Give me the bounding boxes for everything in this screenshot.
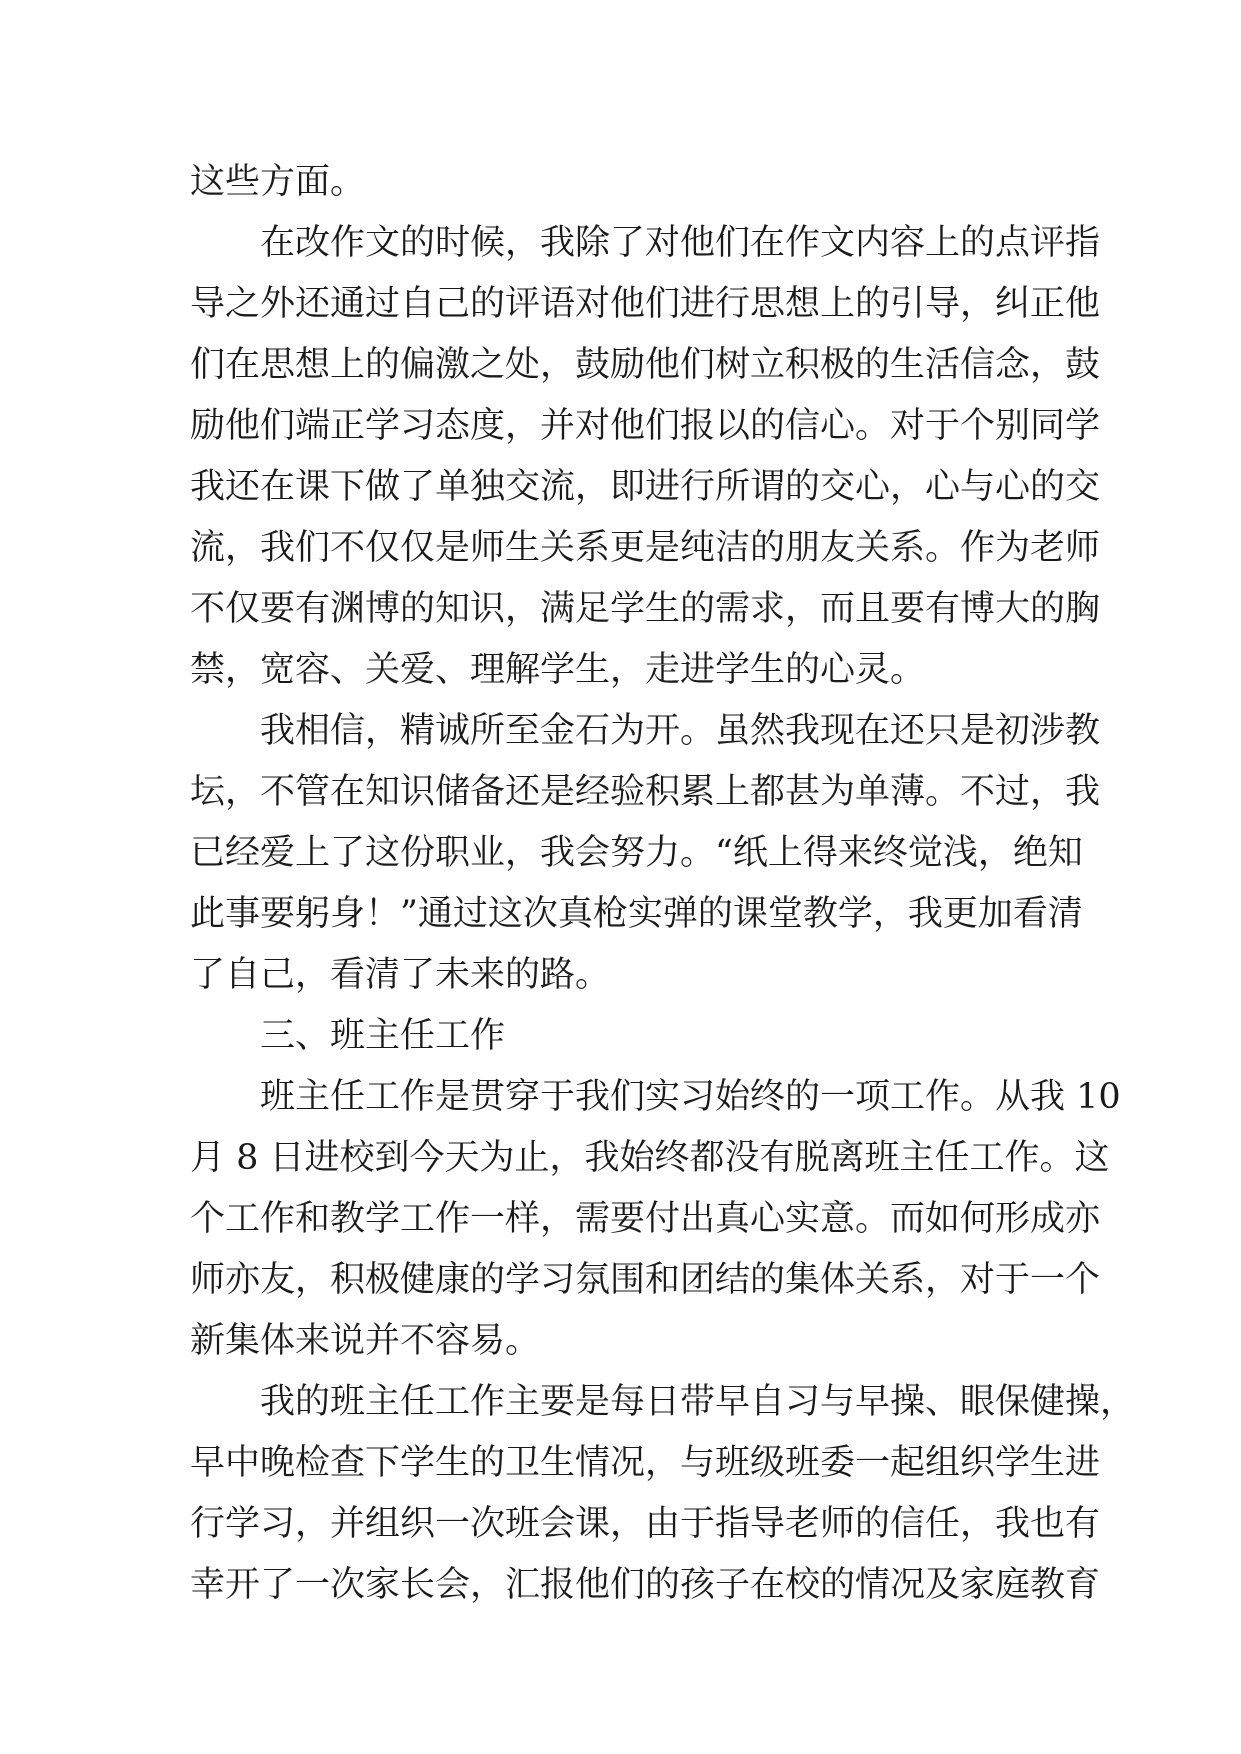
text-line: 励他们端正学习态度，并对他们报以的信心。对于个别同学 — [190, 406, 1101, 446]
text-line: 导之外还通过自己的评语对他们进行思想上的引导，纠正他 — [190, 284, 1101, 324]
text-line: 此事要躬身！”通过这次真枪实弹的课堂教学，我更加看清 — [190, 894, 1083, 934]
text-line: 三、班主任工作 — [260, 1016, 506, 1056]
text-line: 在改作文的时候，我除了对他们在作文内容上的点评指 — [260, 223, 1101, 263]
text-line: 不仅要有渊博的知识，满足学生的需求，而且要有博大的胸 — [190, 589, 1101, 629]
body-text — [190, 152, 1136, 1616]
text-line: 月 8 日进校到今天为止，我始终都没有脱离班主任工作。这 — [190, 1138, 1110, 1178]
text-line: 个工作和教学工作一样，需要付出真心实意。而如何形成亦 — [190, 1199, 1101, 1239]
text-line: 行学习，并组织一次班会课，由于指导老师的信任，我也有 — [190, 1504, 1101, 1544]
text-line: 我相信，精诚所至金石为开。虽然我现在还只是初涉教 — [260, 711, 1101, 751]
text-line: 幸开了一次家长会，汇报他们的孩子在校的情况及家庭教育 — [190, 1565, 1101, 1605]
text-line: 师亦友，积极健康的学习氛围和团结的集体关系，对于一个 — [190, 1260, 1101, 1300]
text-line: 我的班主任工作主要是每日带早自习与早操、眼保健操， — [260, 1382, 1136, 1422]
text-line: 我还在课下做了单独交流，即进行所谓的交心，心与心的交 — [190, 467, 1101, 507]
text-line: 坛，不管在知识储备还是经验积累上都甚为单薄。不过，我 — [190, 772, 1101, 812]
text-line: 班主任工作是贯穿于我们实习始终的一项工作。从我 10 — [260, 1077, 1121, 1117]
text-line: 们在思想上的偏激之处，鼓励他们树立积极的生活信念，鼓 — [190, 345, 1101, 385]
text-line: 已经爱上了这份职业，我会努力。“纸上得来终觉浅，绝知 — [190, 833, 1083, 873]
text-line: 流，我们不仅仅是师生关系更是纯洁的朋友关系。作为老师 — [190, 528, 1101, 568]
text-line: 这些方面。 — [190, 162, 366, 202]
text-line: 了自己，看清了未来的路。 — [190, 955, 611, 995]
text-line: 早中晚检查下学生的卫生情况，与班级班委一起组织学生进 — [190, 1443, 1101, 1483]
text-line: 新集体来说并不容易。 — [190, 1321, 541, 1361]
text-line: 禁，宽容、关爱、理解学生，走进学生的心灵。 — [190, 650, 926, 690]
